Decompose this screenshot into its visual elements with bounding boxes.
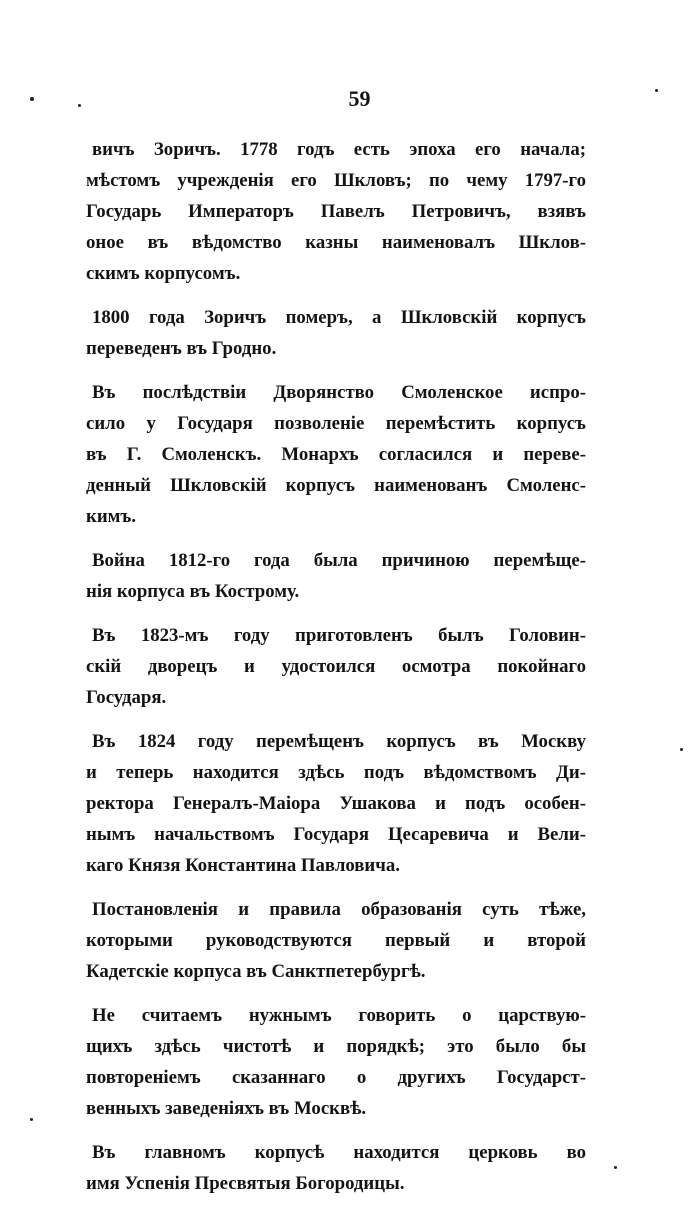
text-line: переведенъ въ Гродно.	[86, 338, 277, 359]
text-line: скій дворецъ и удостоился осмотра покойнаго	[86, 656, 586, 677]
scan-speck	[78, 104, 81, 107]
paragraph	[86, 726, 586, 881]
text-line: сило у Государя позволеніе перемѣстить корпусъ	[86, 413, 586, 434]
text-line: имя Успенія Пресвятыя Богородицы.	[86, 1173, 405, 1194]
text-line: Кадетскіе корпуса въ Санктпетербургѣ.	[86, 961, 426, 982]
scan-speck	[30, 1118, 33, 1121]
paragraph	[86, 894, 586, 987]
text-line: 1800 года Зоричъ померъ, а Шкловскій корпусъ	[92, 307, 586, 328]
page-number: 59	[348, 86, 371, 111]
text-line: Не считаемъ нужнымъ говорить о царствую-	[92, 1005, 586, 1026]
text-line: Въ 1824 году перемѣщенъ корпусъ въ Москву	[92, 731, 586, 752]
text-line: Постановленія и правила образованія суть тѣже,	[92, 899, 586, 920]
text-line: повтореніемъ сказаннаго о другихъ Государст-	[86, 1067, 586, 1088]
text-line: Государя.	[86, 687, 167, 708]
text-line: нія корпуса въ Кострому.	[86, 581, 300, 602]
scan-speck	[680, 748, 683, 751]
text-line: которыми руководствуются первый и второй	[86, 930, 586, 951]
text-line: кимъ.	[86, 506, 137, 527]
text-line: Въ 1823-мъ году приготовленъ былъ Головин-	[92, 625, 586, 646]
body-text	[86, 134, 586, 1212]
text-line: Въ послѣдствіи Дворянство Смоленское испро-	[92, 382, 586, 403]
scan-speck	[614, 1166, 617, 1169]
text-line: въ Г. Смоленскъ. Монархъ согласился и переве-	[86, 444, 586, 465]
scan-speck	[655, 89, 658, 92]
text-line: нымъ начальствомъ Государя Цесаревича и Вели-	[86, 824, 586, 845]
text-line: венныхъ заведеніяхъ въ Москвѣ.	[86, 1098, 367, 1119]
paragraph	[86, 377, 586, 532]
text-line: вичъ Зоричъ. 1778 годъ есть эпоха его начала;	[92, 139, 586, 160]
paragraph	[86, 620, 586, 713]
text-line: и теперь находится здѣсь подъ вѣдомствомъ Ди-	[86, 762, 586, 783]
text-line: Война 1812-го года была причиною перемѣще-	[92, 550, 586, 571]
text-line: Въ главномъ корпусѣ находится церковь во	[92, 1142, 586, 1163]
paragraph	[86, 302, 586, 364]
text-line: каго Князя Константина Павловича.	[86, 855, 400, 876]
text-line: Государь Императоръ Павелъ Петровичъ, взявъ	[86, 201, 586, 222]
paragraph	[86, 1000, 586, 1124]
text-line: скимъ корпусомъ.	[86, 263, 241, 284]
text-line: ректора Генералъ-Маіора Ушакова и подъ особен-	[86, 793, 586, 814]
paragraph	[86, 1137, 586, 1199]
text-line: денный Шкловскій корпусъ наименованъ Смоленс-	[86, 475, 586, 496]
paragraph	[86, 134, 586, 289]
text-line: щихъ здѣсь чистотѣ и порядкѣ; это было бы	[86, 1036, 586, 1057]
paragraph	[86, 545, 586, 607]
text-line: мѣстомъ учрежденія его Шкловъ; по чему 1797-го	[86, 170, 586, 191]
scan-speck	[30, 97, 34, 101]
text-line: оное въ вѣдомство казны наименовалъ Шклов-	[86, 232, 586, 253]
